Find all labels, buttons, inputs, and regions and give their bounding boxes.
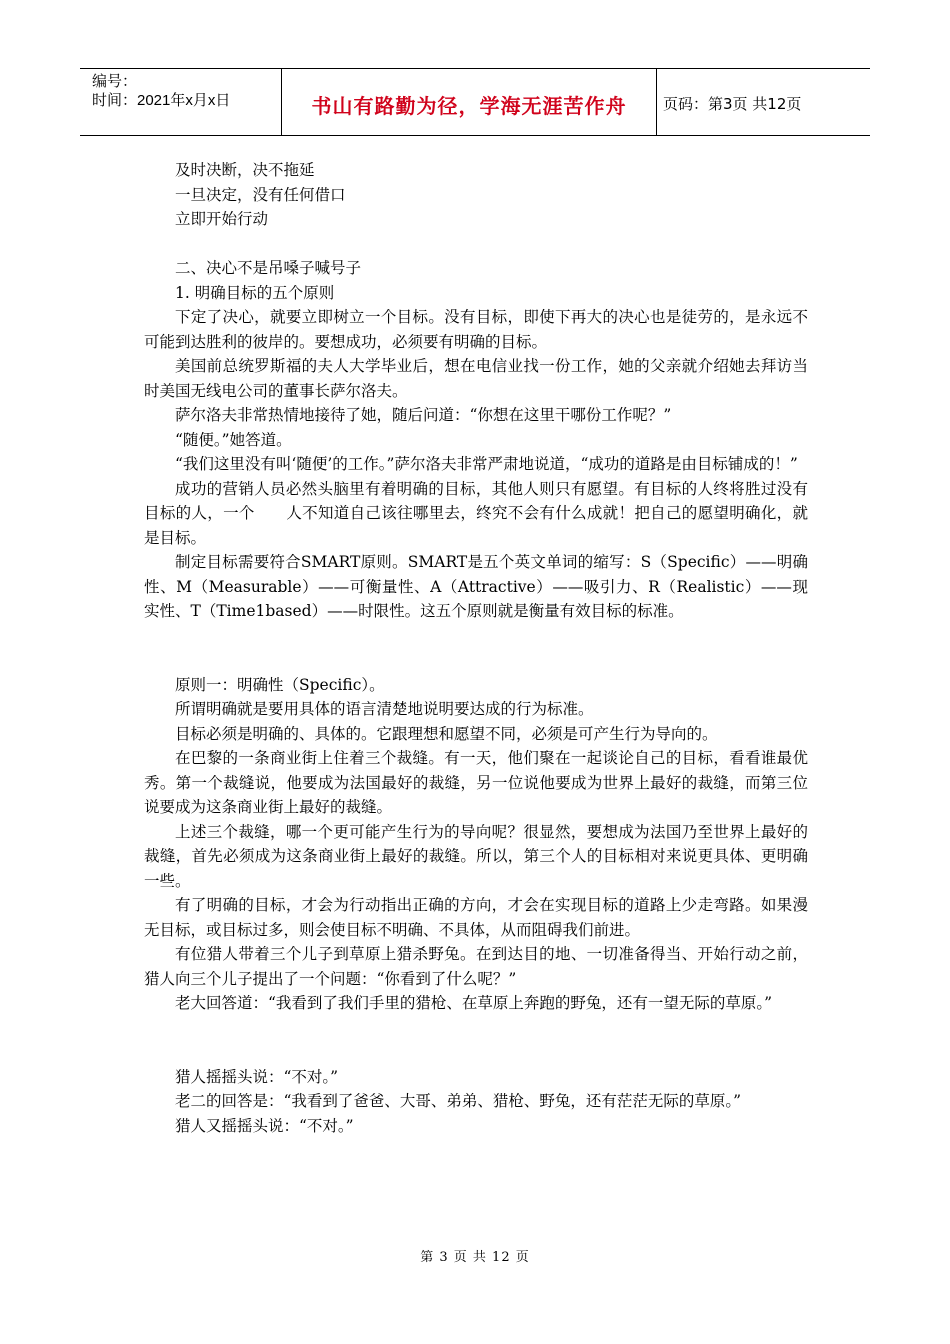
header-meta: [80, 69, 282, 135]
spacer: [144, 1016, 808, 1065]
paragraph: 猎人摇摇头说：“不对。”: [175, 1067, 339, 1086]
document-date: 时间：2021年x月x日: [92, 92, 231, 109]
paragraph: 制定目标需要符合SMART原则。SMART是五个英文单词的缩写：S（Specific）——明确性、M（Measurable）——可衡量性、A（Attractive）——吸引力、R（Realistic）——现实性、T（Time1based）——时限性。这五个原则就是衡量有效目标的标准。: [144, 553, 808, 620]
header-page-number: 页码：第3页 共12页: [663, 94, 802, 113]
paragraph: 下定了决心，就要立即树立一个目标。没有目标，即使下再大的决心也是徒劳的，是永远不可能到达胜利的彼岸的。要想成功，必须要有明确的目标。: [144, 308, 808, 351]
paragraph: 老大回答道：“我看到了我们手里的猎枪、在草原上奔跑的野兔，还有一望无际的草原。”: [175, 994, 773, 1012]
principle-heading: 原则一：明确性（Specific）。: [175, 675, 385, 694]
spacer: [144, 624, 808, 673]
paragraph: 及时决断，决不拖延: [175, 161, 315, 179]
page-header: [80, 68, 870, 136]
paragraph: 一旦决定，没有任何借口: [175, 185, 346, 204]
section-heading: 二、决心不是吊嗓子喊号子: [175, 259, 362, 277]
paragraph: 立即开始行动: [175, 210, 269, 228]
paragraph: 成功的营销人员必然头脑里有着明确的目标，其他人则只有愿望。有目标的人终将胜过没有目标的人，一个 人不知道自己该往哪里去，终究不会有什么成就！把自己的愿望明确化，就是目标。: [144, 479, 808, 547]
paragraph: 有了明确的目标，才会为行动指出正确的方向，才会在实现目标的道路上少走弯路。如果漫无目标，或目标过多，则会使目标不明确、不具体，从而阻碍我们前进。: [144, 896, 808, 939]
spacer: [144, 232, 808, 257]
paragraph: “我们这里没有叫‘随便’的工作。”萨尔洛夫非常严肃地说道，“成功的道路是由目标铺成的！”: [175, 455, 798, 473]
paragraph: 猎人又摇摇头说：“不对。”: [175, 1116, 354, 1135]
paragraph: 所谓明确就是要用具体的语言清楚地说明要达成的行为标准。: [175, 700, 594, 718]
paragraph: 在巴黎的一条商业街上住着三个裁缝。有一天，他们聚在一起谈论自己的目标，看看谁最优秀。第一个裁缝说，他要成为法国最好的裁缝，另一位说他要成为世界上最好的裁缝，而第三位说要成为这条商业街上最好的裁缝。: [144, 749, 808, 816]
header-motto: 书山有路勤为径，学海无涯苦作舟: [282, 69, 657, 135]
paragraph: 上述三个裁缝，哪一个更可能产生行为的导向呢？很显然，要想成为法国乃至世界上最好的裁缝，首先必须成为这条商业街上最好的裁缝。所以，第三个人的目标相对来说更具体、更明确一些。: [144, 822, 808, 890]
paragraph: 美国前总统罗斯福的夫人大学毕业后，想在电信业找一份工作，她的父亲就介绍她去拜访当时美国无线电公司的董事长萨尔洛夫。: [144, 357, 808, 400]
paragraph: 萨尔洛夫非常热情地接待了她，随后问道：“你想在这里干哪份工作呢？”: [175, 406, 672, 424]
subsection-heading: 1. 明确目标的五个原则: [175, 283, 335, 302]
document-body: [144, 158, 808, 1138]
paragraph: 老二的回答是：“我看到了爸爸、大哥、弟弟、猎枪、野兔，还有茫茫无际的草原。”: [175, 1092, 742, 1110]
paragraph: 目标必须是明确的、具体的。它跟理想和愿望不同，必须是可产生行为导向的。: [175, 724, 718, 743]
paragraph: 有位猎人带着三个儿子到草原上猎杀野兔。在到达目的地、一切准备得当、开始行动之前，猎人向三个儿子提出了一个问题：“你看到了什么呢？”: [144, 945, 808, 988]
document-number: 编号：: [92, 73, 138, 90]
page-footer: 第 3 页 共 12 页: [420, 1250, 530, 1265]
paragraph: “随便。”她答道。: [175, 430, 292, 449]
